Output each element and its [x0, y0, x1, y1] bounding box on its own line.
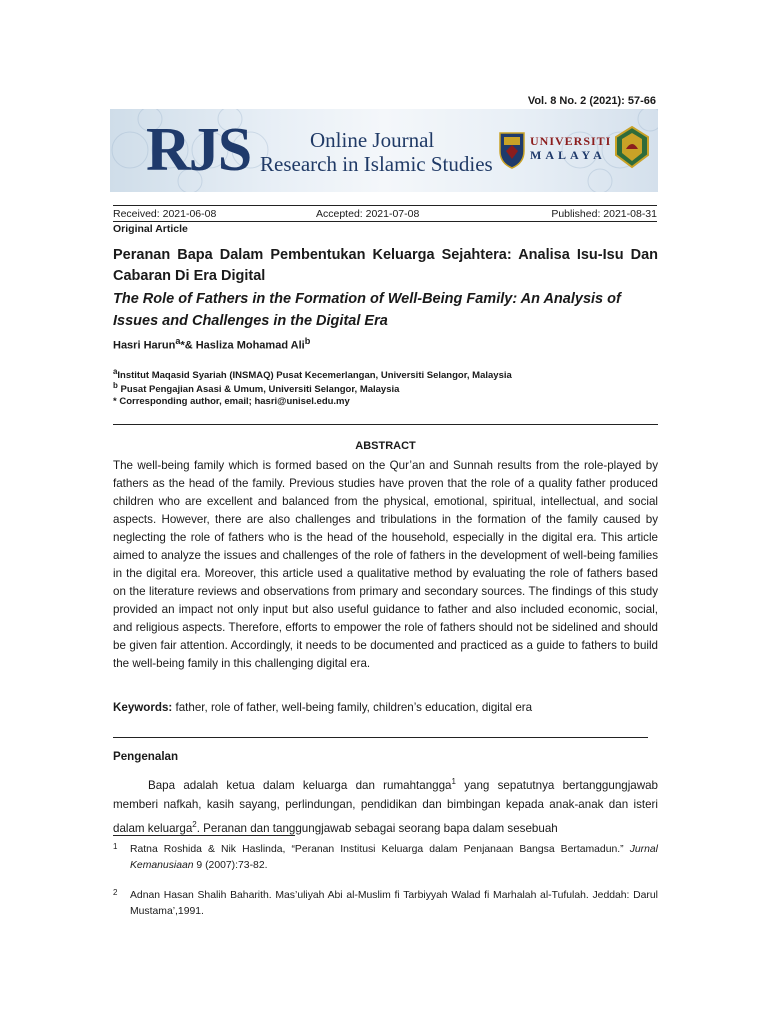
university-crest-icon — [498, 131, 526, 169]
journal-logo: RJS — [146, 116, 251, 184]
affiliation-mark: a — [113, 367, 118, 376]
affiliation-text: Institut Maqasid Syariah (INSMAQ) Pusat Kecemerlangan, Universiti Selangor, Malaysia — [117, 370, 512, 382]
accepted-date: Accepted: 2021-07-08 — [316, 208, 420, 220]
body-text: Bapa adalah ketua dalam keluarga dan rumahtangga — [148, 778, 452, 792]
footnote-text: Adnan Hasan Shalih Baharith. Mas’uliyah Abi al-Muslim fi Tarbiyyah Walad fi Marhalah al-Tufulah. Jeddah: Darul Mustama’,1991. — [130, 890, 658, 917]
body-text: . Peranan dan tanggungjawab sebagai seorang bapa dalam sesebuah — [196, 821, 558, 835]
affiliation-mark: * — [113, 396, 117, 407]
footnote-separator — [113, 835, 295, 836]
author-1-affil-mark: a — [175, 336, 181, 346]
section-heading: Pengenalan — [113, 750, 179, 763]
journal-title-line1: Online Journal — [310, 128, 435, 152]
university-name-line1: UNIVERSITI — [530, 134, 612, 148]
footnote-citation: Ratna Roshida & Nik Haslinda, “Peranan Institusi Keluarga dalam Penjanaan Bangsa Bertamadun.” — [130, 844, 630, 855]
footnote — [113, 888, 658, 920]
footnote-journal: Jurnal Kemanusiaan — [130, 844, 658, 871]
academy-seal-icon — [612, 125, 652, 169]
affiliation-text: Pusat Pengajian Asasi & Umum, Universiti Selangor, Malaysia — [120, 384, 400, 396]
footnote — [113, 842, 658, 874]
footnote-text — [130, 842, 658, 874]
author-list — [113, 336, 310, 352]
published-date: Published: 2021-08-31 — [551, 208, 657, 220]
affiliation-mark: b — [113, 381, 118, 390]
keywords-text: father, role of father, well-being family, children’s education, digital era — [172, 701, 533, 714]
keywords — [113, 701, 532, 714]
author-2: & Hasliza Mohamad Ali — [184, 339, 305, 352]
body-text: yang sepatutnya bertanggungjawab memberi nafkah, kasih sayang, perlindungan, pendidikan dan bimbingan kepada anak-anak dan isteri dalam keluarga — [113, 778, 659, 835]
affiliation-a — [113, 367, 512, 381]
corresponding-mark: * — [180, 339, 185, 352]
footnote-citation-rest: 9 (2007):73-82. — [193, 860, 268, 871]
title-malay: Peranan Bapa Dalam Pembentukan Keluarga Sejahtera: Analisa Isu-Isu Dan Cabaran Di Era Digital — [113, 247, 658, 284]
divider — [113, 737, 648, 738]
article-dates — [113, 205, 657, 222]
abstract-heading: ABSTRACT — [355, 440, 416, 452]
journal-banner — [110, 109, 658, 192]
author-1: Hasri Harun — [113, 339, 176, 352]
journal-title — [260, 128, 493, 176]
university-name-line2: MALAYA — [530, 148, 606, 162]
footnote-ref[interactable]: 2 — [192, 819, 197, 829]
author-2-affil-mark: b — [304, 336, 311, 346]
corresponding-text: Corresponding author, email; hasri@unisel.edu.my — [119, 396, 350, 407]
keywords-label: Keywords: — [113, 701, 173, 714]
journal-title-line2: Research in Islamic Studies — [260, 152, 493, 176]
volume-issue: Vol. 8 No. 2 (2021): 57-66 — [527, 95, 656, 107]
divider — [113, 424, 658, 425]
abstract-text: The well-being family which is formed based on the Qur’an and Sunnah results from the role-played by fathers as the head of the family. Previous studies have proven that the role of a quality father produced children who are excellent and balanced from the physical, emotional, spiritual, intellectual, and social aspects. However, there are also challenges and tribulations in the formation of the family caused by neglecting the role of fathers who is the head of the household, especially in the digital era. This article aimed to analyze the issues and challenges of the role of fathers in the development of well-being families in the digital era. Moreover, this article used a qualitative method by evaluating the role of fathers based on the literature reviews and observations from primary and secondary sources. The findings of this study provided an impact not only input but also useful guidance to father and also included economic, social, and religious aspects. Therefore, efforts to empower the role of fathers should not be sidelined and should be given fair attention. Accordingly, it needs to be documented and practiced as a guide to fathers to build the well-being family in this challenging digital era. — [113, 459, 658, 670]
article-type: Original Article — [113, 223, 188, 235]
university-name — [530, 134, 611, 162]
footnote-ref[interactable]: 1 — [451, 777, 456, 786]
affiliation-b — [113, 381, 399, 395]
footnote-number: 1 — [113, 842, 118, 851]
title-english: The Role of Fathers in the Formation of Well-Being Family: An Analysis of Issues and Challenges in the Digital Era — [113, 291, 621, 329]
received-date: Received: 2021-06-08 — [113, 208, 217, 220]
body-paragraph — [113, 772, 658, 838]
corresponding-author — [113, 396, 350, 407]
footnote-number: 2 — [113, 888, 118, 897]
